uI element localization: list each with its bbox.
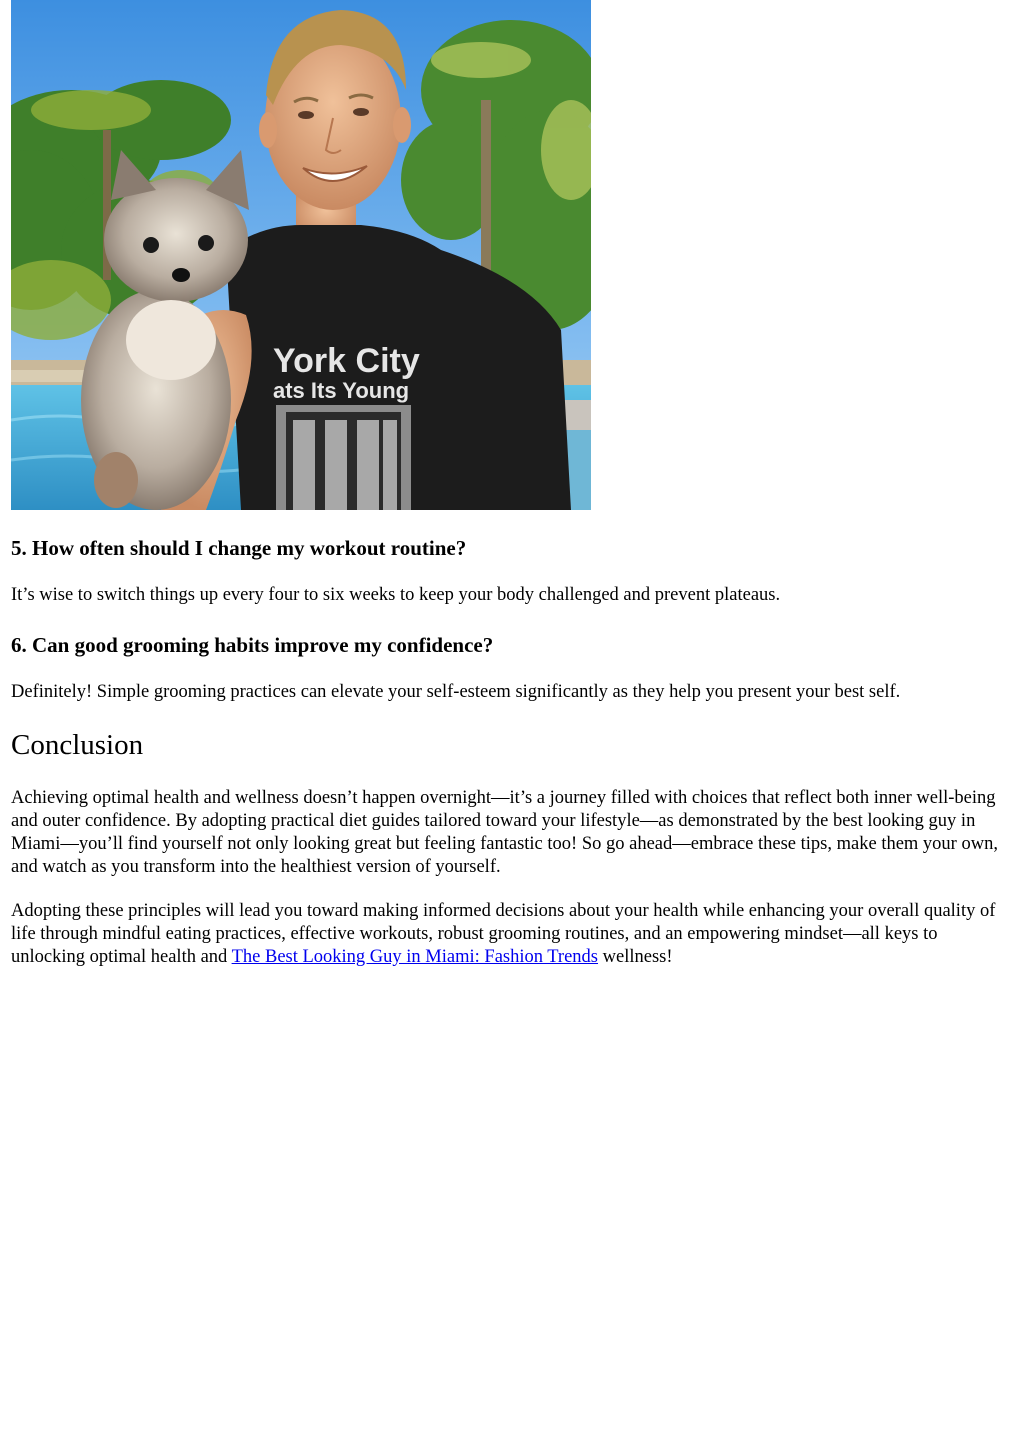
- conclusion-paragraph-2-text-after: wellness!: [598, 947, 673, 967]
- faq-heading-6: 6. Can good grooming habits improve my confidence?: [11, 633, 494, 657]
- conclusion-paragraph-2-text-before: Adopting these principles will lead you toward making informed decisions about your health while enhancing your overall quality of life through mindful eating practices, effective workouts, robust grooming routines, and an empowering mindset—all keys to unlocking optimal health and: [11, 901, 996, 967]
- fashion-trends-link[interactable]: The Best Looking Guy in Miami: Fashion Trends: [231, 947, 599, 967]
- article-photo: [11, 0, 591, 510]
- conclusion-heading: Conclusion: [11, 729, 144, 761]
- faq-answer-5: It’s wise to switch things up every four to six weeks to keep your body challenged and prevent plateaus.: [11, 585, 781, 605]
- conclusion-paragraph-2: [11, 900, 1011, 969]
- shirt-print-line1: York City: [273, 342, 420, 380]
- article-content: [11, 0, 1011, 969]
- faq-heading-5: 5. How often should I change my workout routine?: [11, 536, 467, 560]
- shirt-print-line2: ats Its Young: [273, 378, 410, 403]
- faq-answer-6: Definitely! Simple grooming practices can elevate your self-esteem significantly as they help you present your best self.: [11, 682, 901, 702]
- conclusion-paragraph-1: Achieving optimal health and wellness doesn’t happen overnight—it’s a journey filled with choices that reflect both inner well-being and outer confidence. By adopting practical diet guides tailored toward your lifestyle—as demonstrated by the best looking guy in Miami—you’ll find yourself not only looking great but feeling fantastic too! So go ahead—embrace these tips, make them your own, and watch as you transform into the healthiest version of yourself.: [11, 788, 998, 877]
